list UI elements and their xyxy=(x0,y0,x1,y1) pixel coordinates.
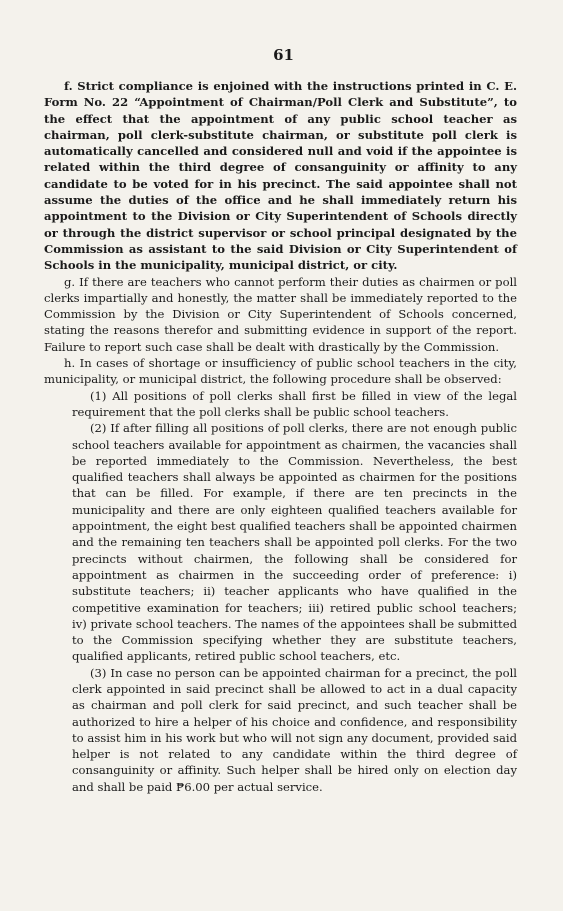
subitem-3: (3) In case no person can be appointed chairman for a precinct, the poll clerk appointed in said precinct shall be allowed to act in a dual capacity as chairman and poll clerk for said precinct, and such teacher shall be authorized to hire a helper of his choice and confidence, and responsibility to assist him in his work but who will not sign any document, provided said helper is not related to any candidate within the third degree of consanguinity or affinity. Such helper shall be hired only on election day and shall be paid ₱6.00 per actual service. xyxy=(72,665,517,794)
subitem-1: (1) All positions of poll clerks shall first be filled in view of the legal requirement that the poll clerks shall be public school teachers. xyxy=(72,388,517,419)
paragraph-f: f. Strict compliance is enjoined with the instructions printed in C. E. Form No. 22 “Appointment of Chairman/Poll Clerk and Substitute”, to the effect that the appointment of any public school teacher as chairman, poll clerk-substitute chairman, or substitute poll clerk is automatically cancelled and considered null and void if the appointee is related within the third degree of consanguinity or affinity to any candidate to be voted for in his precinct. The said appointee shall not assume the duties of the office and he shall immediately return his appointment to the Division or City Superintendent of Schools directly or through the district supervisor or school principal designated by the Commission as assistant to the said Division or City Superintendent of Schools in the municipality, municipal district, or city. xyxy=(44,79,517,273)
subitem-2: (2) If after filling all positions of poll clerks, there are not enough public school teachers available for appointment as chairmen, the vacancies shall be reported immediately to the Commission. Nevertheless, the best qualified teachers shall always be appointed as chairmen for the positions that can be filled. For example, if there are ten precincts in the municipality and there are only eighteen qualified teachers available for appointment, the eight best qualified teachers shall be appointed chairmen and the remaining ten teachers shall be appointed poll clerks. For the two precincts without chairmen, the following shall be considered for appointment as chairmen in the succeeding order of preference: i) substitute teachers; ii) teacher applicants who have qualified in the competitive examination for teachers; iii) retired public school teachers; iv) private school teachers. The names of the appointees shall be submitted to the Commission specifying whether they are substitute teachers, qualified applicants, retired public school teachers, etc. xyxy=(72,421,517,664)
page-number: 61 xyxy=(273,46,294,64)
paragraph-g: g. If there are teachers who cannot perform their duties as chairmen or poll clerks impartially and honestly, the matter shall be immediately reported to the Commission by the Division or City Superintendent of Schools concerned, stating the reasons therefor and submitting evidence in support of the report. Failure to report such case shall be dealt with drastically by the Commission. xyxy=(44,274,517,354)
paragraph-h: h. In cases of shortage or insufficiency of public school teachers in the city, municipality, or municipal district, the following procedure shall be observed: xyxy=(44,356,517,387)
